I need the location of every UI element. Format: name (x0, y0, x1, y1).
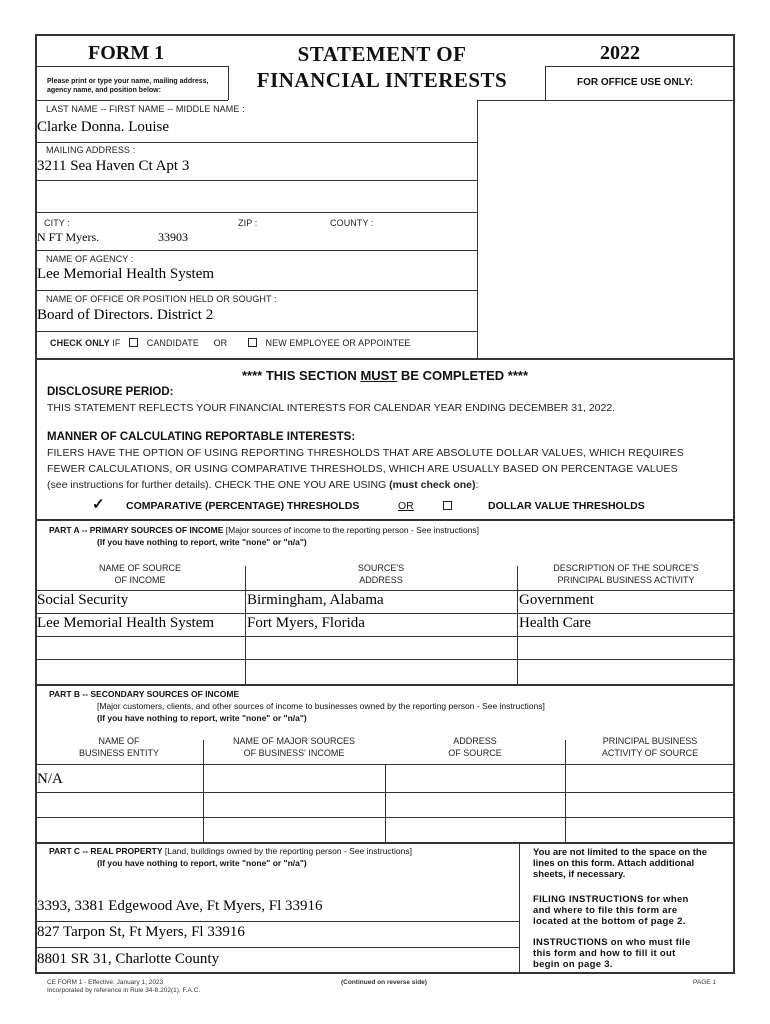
disclosure-period-heading: DISCLOSURE PERIOD: (47, 386, 174, 398)
check-only-label: CHECK ONLY (50, 338, 110, 348)
agency-label: NAME OF AGENCY : (46, 254, 134, 264)
part-c-row2[interactable]: 827 Tarpon St, Ft Myers, Fl 33916 (37, 924, 245, 940)
part-a-col-name-l1: NAME OF SOURCE (98, 563, 181, 573)
part-c-row1[interactable]: 3393, 3381 Edgewood Ave, Ft Myers, Fl 33916 (37, 898, 323, 914)
manner-heading: MANNER OF CALCULATING REPORTABLE INTERESTS: (47, 431, 356, 443)
part-b-col-entity (35, 735, 203, 759)
manner-line1: FILERS HAVE THE OPTION OF USING REPORTING THRESHOLDS THAT ARE ABSOLUTE DOLLAR VALUES, WHICH REQUIRES (47, 447, 684, 459)
part-b-title: PART B -- SECONDARY SOURCES OF INCOME (49, 689, 240, 699)
part-b-col-sources-l2: OF BUSINESS' INCOME (243, 748, 345, 758)
office-use-label: FOR OFFICE USE ONLY: (577, 77, 694, 88)
manner-line3 (47, 479, 478, 491)
part-a-col-activity-l2: PRINCIPAL BUSINESS ACTIVITY (557, 575, 695, 585)
part-c-title: PART C -- REAL PROPERTY (49, 846, 163, 856)
check-or-label: OR (213, 338, 228, 348)
part-c-row3[interactable]: 8801 SR 31, Charlotte County (37, 951, 220, 967)
sidebar-instr2: this form and how to fill it out (533, 948, 676, 959)
part-a-row1-address[interactable]: Birmingham, Alabama (247, 592, 384, 608)
mailing-address-label: MAILING ADDRESS : (46, 145, 136, 155)
header-instruction: Please print or type your name, mailing address, agency name, and position below: (47, 78, 209, 94)
part-a-subtitle: [Major sources of income to the reporting person - See instructions] (223, 525, 480, 535)
footer-left2: Incorporated by reference in Rule 34-8.202(1), F.A.C. (47, 987, 201, 994)
part-b-col-activity-l2: ACTIVITY OF SOURCE (601, 748, 699, 758)
zip-field[interactable]: 33903 (158, 230, 188, 244)
banner-post: BE COMPLETED **** (397, 368, 529, 383)
sidebar-filing-note (533, 894, 689, 927)
name-field[interactable]: Clarke Donna. Louise (37, 119, 170, 135)
part-a-row2-name[interactable]: Lee Memorial Health System (37, 615, 215, 631)
sidebar-space-note (533, 847, 707, 880)
part-b-col-sources (203, 735, 385, 759)
part-a-row1-activity[interactable]: Government (519, 592, 594, 608)
part-a-row2-address[interactable]: Fort Myers, Florida (247, 615, 365, 631)
part-b-col-address-l1: ADDRESS (453, 736, 497, 746)
part-a-col-name-l2: OF INCOME (114, 575, 166, 585)
zip-label: ZIP : (238, 218, 258, 228)
part-b-col-activity (565, 735, 735, 759)
title-line1: STATEMENT OF (297, 42, 467, 66)
mailing-address-field[interactable]: 3211 Sea Haven Ct Apt 3 (37, 158, 190, 174)
title-line2: FINANCIAL INTERESTS (256, 68, 508, 92)
sidebar-filing3: located at the bottom of page 2. (533, 916, 686, 927)
city-label: CITY : (44, 218, 70, 228)
banner-must: MUST (360, 368, 398, 383)
part-a-col-address-l1: SOURCE'S (357, 563, 405, 573)
threshold-or-label: OR (398, 500, 414, 512)
city-field[interactable]: N FT Myers. (37, 230, 100, 244)
part-c-heading (49, 846, 412, 856)
check-if-label: IF (112, 338, 121, 348)
part-b-col-entity-l2: BUSINESS ENTITY (78, 748, 159, 758)
candidate-label: CANDIDATE (146, 338, 199, 348)
section-banner (0, 368, 770, 383)
part-a-heading (49, 525, 479, 535)
part-b-col-entity-l1: NAME OF (98, 736, 140, 746)
candidate-checkbox[interactable] (129, 338, 138, 347)
part-b-subtitle: [Major customers, clients, and other sources of income to businesses owned by the reporting person - See instructions] (97, 701, 545, 711)
footer-left (47, 979, 200, 995)
sidebar-line2: lines on this form. Attach additional (533, 858, 695, 869)
sidebar-filing1: FILING INSTRUCTIONS for when (533, 894, 689, 905)
manner-line3-post: : (475, 479, 479, 491)
footer-page: PAGE 1 (693, 979, 717, 986)
new-employee-label: NEW EMPLOYEE OR APPOINTEE (265, 338, 411, 348)
sidebar-line1: You are not limited to the space on the (533, 847, 708, 858)
agency-field[interactable]: Lee Memorial Health System (37, 266, 215, 282)
sidebar-instructions-note (533, 937, 691, 970)
part-b-col-address-l2: OF SOURCE (448, 748, 502, 758)
comparative-label: COMPARATIVE (PERCENTAGE) THRESHOLDS (126, 500, 360, 512)
footer-continued: (Continued on reverse side) (341, 979, 427, 986)
part-c-note: (If you have nothing to report, write "none" or "n/a") (97, 858, 307, 868)
dollar-checkbox[interactable] (443, 501, 452, 510)
comparative-checkbox[interactable]: ✓ (92, 496, 105, 513)
part-a-col-activity-l1: DESCRIPTION OF THE SOURCE'S (553, 563, 699, 573)
part-b-col-activity-l1: PRINCIPAL BUSINESS (602, 736, 698, 746)
position-label: NAME OF OFFICE OR POSITION HELD OR SOUGHT : (46, 294, 277, 304)
sidebar-instr3: begin on page 3. (533, 959, 613, 970)
sidebar-filing2: and where to file this form are (533, 905, 678, 916)
part-b-row1-entity[interactable]: N/A (37, 771, 63, 787)
part-a-col-name (35, 562, 245, 586)
footer-left1: CE FORM 1 - Effective: January 1, 2023 (47, 979, 164, 986)
part-a-title: PART A -- PRIMARY SOURCES OF INCOME (49, 525, 224, 535)
position-field[interactable]: Board of Directors. District 2 (37, 307, 214, 323)
banner-pre: **** THIS SECTION (241, 368, 361, 383)
part-c-subtitle: [Land, buildings owned by the reporting person - See instructions] (162, 846, 412, 856)
part-a-row1-name[interactable]: Social Security (37, 592, 129, 608)
part-a-col-activity (517, 562, 735, 586)
new-employee-checkbox[interactable] (248, 338, 257, 347)
part-b-col-sources-l1: NAME OF MAJOR SOURCES (232, 736, 355, 746)
part-b-note: (If you have nothing to report, write "none" or "n/a") (97, 713, 307, 723)
check-only-row (50, 338, 411, 348)
manner-line3-pre: (see instructions for further details). CHECK THE ONE YOU ARE USING (47, 479, 390, 491)
disclosure-period-text: THIS STATEMENT REFLECTS YOUR FINANCIAL INTERESTS FOR CALENDAR YEAR ENDING DECEMBER 31, 2022. (47, 402, 616, 414)
part-b-col-address (385, 735, 565, 759)
county-label: COUNTY : (330, 218, 374, 228)
form-label: FORM 1 (88, 42, 165, 64)
manner-line2: FEWER CALCULATIONS, OR USING COMPARATIVE THRESHOLDS, WHICH ARE USUALLY BASED ON PERCENTAGE VALUES (47, 463, 678, 475)
dollar-label: DOLLAR VALUE THRESHOLDS (488, 500, 645, 512)
part-a-row2-activity[interactable]: Health Care (519, 615, 592, 631)
form-year: 2022 (600, 42, 640, 64)
part-a-note: (If you have nothing to report, write "none" or "n/a") (97, 537, 307, 547)
part-a-col-address (245, 562, 517, 586)
manner-line3-bold: (must check one) (389, 479, 476, 491)
part-a-col-address-l2: ADDRESS (359, 575, 403, 585)
sidebar-line3: sheets, if necessary. (533, 869, 626, 880)
sidebar-instr1: INSTRUCTIONS on who must file (533, 937, 691, 948)
name-label: LAST NAME -- FIRST NAME -- MIDDLE NAME : (46, 104, 245, 114)
